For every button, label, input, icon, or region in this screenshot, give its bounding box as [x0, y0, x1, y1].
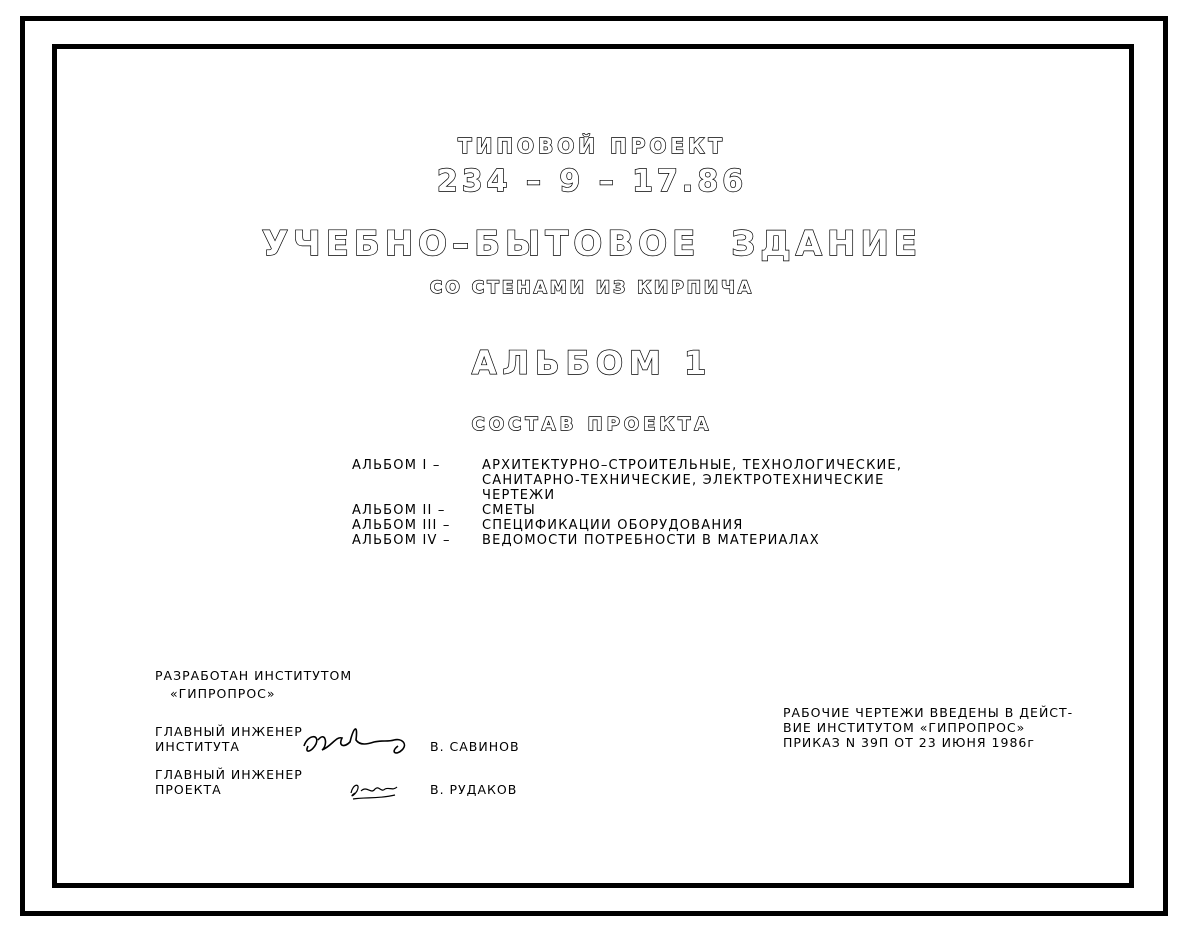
album-title: АЛЬБОМ 1	[471, 344, 713, 382]
order-note-line-2: ВИЕ ИНСТИТУТОМ «ГИПРОПРОС»	[783, 720, 1026, 735]
chief-engineer-institute-label: ГЛАВНЫЙ ИНЖЕНЕР	[155, 724, 303, 739]
chief-engineer-institute-name: В. САВИНОВ	[430, 739, 520, 754]
building-subtitle: СО СТЕНАМИ ИЗ КИРПИЧА	[429, 278, 755, 298]
album-description-line: СМЕТЫ	[482, 503, 536, 518]
list-item	[352, 503, 942, 518]
list-item	[352, 458, 942, 503]
album-description-line: ЧЕРТЕЖИ	[482, 488, 556, 503]
album-description	[482, 503, 942, 518]
album-description	[482, 518, 942, 533]
order-note-line-3: ПРИКАЗ N 39П ОТ 23 ИЮНЯ 1986г	[783, 735, 1035, 750]
developer-institute: «ГИПРОПРОС»	[170, 686, 276, 701]
album-description	[482, 533, 942, 548]
album-name: АЛЬБОМ I –	[352, 458, 441, 473]
album-name: АЛЬБОМ III –	[352, 518, 451, 533]
album-description-line: ВЕДОМОСТИ ПОТРЕБНОСТИ В МАТЕРИАЛАХ	[482, 533, 820, 548]
content-heading: СОСТАВ ПРОЕКТА	[471, 414, 713, 435]
album-description-line: АРХИТЕКТУРНО–СТРОИТЕЛЬНЫЕ, ТЕХНОЛОГИЧЕСКИЕ,	[482, 458, 903, 473]
chief-engineer-project-label-2: ПРОЕКТА	[155, 782, 222, 797]
order-note-line-1: РАБОЧИЕ ЧЕРТЕЖИ ВВЕДЕНЫ В ДЕЙСТ-	[783, 705, 1074, 720]
chief-engineer-project-name: В. РУДАКОВ	[430, 782, 518, 797]
building-title: УЧЕБНО–БЫТОВОЕ ЗДАНИЕ	[261, 224, 923, 264]
album-name: АЛЬБОМ IV –	[352, 533, 451, 548]
developer-label: РАЗРАБОТАН ИНСТИТУТОМ	[155, 668, 353, 683]
signature-rudakov	[345, 775, 405, 803]
album-list	[352, 458, 942, 548]
list-item	[352, 533, 942, 548]
album-name: АЛЬБОМ II –	[352, 503, 446, 518]
album-description	[482, 458, 942, 503]
album-description-line: САНИТАРНО-ТЕХНИЧЕСКИЕ, ЭЛЕКТРОТЕХНИЧЕСКИЕ	[482, 473, 885, 488]
project-type-label: ТИПОВОЙ ПРОЕКТ	[457, 134, 727, 158]
list-item	[352, 518, 942, 533]
chief-engineer-project-label: ГЛАВНЫЙ ИНЖЕНЕР	[155, 767, 303, 782]
project-number: 234 – 9 – 17.86	[436, 164, 748, 199]
chief-engineer-institute-label-2: ИНСТИТУТА	[155, 739, 240, 754]
signature-savinov	[298, 716, 430, 762]
album-description-line: СПЕЦИФИКАЦИИ ОБОРУДОВАНИЯ	[482, 518, 744, 533]
